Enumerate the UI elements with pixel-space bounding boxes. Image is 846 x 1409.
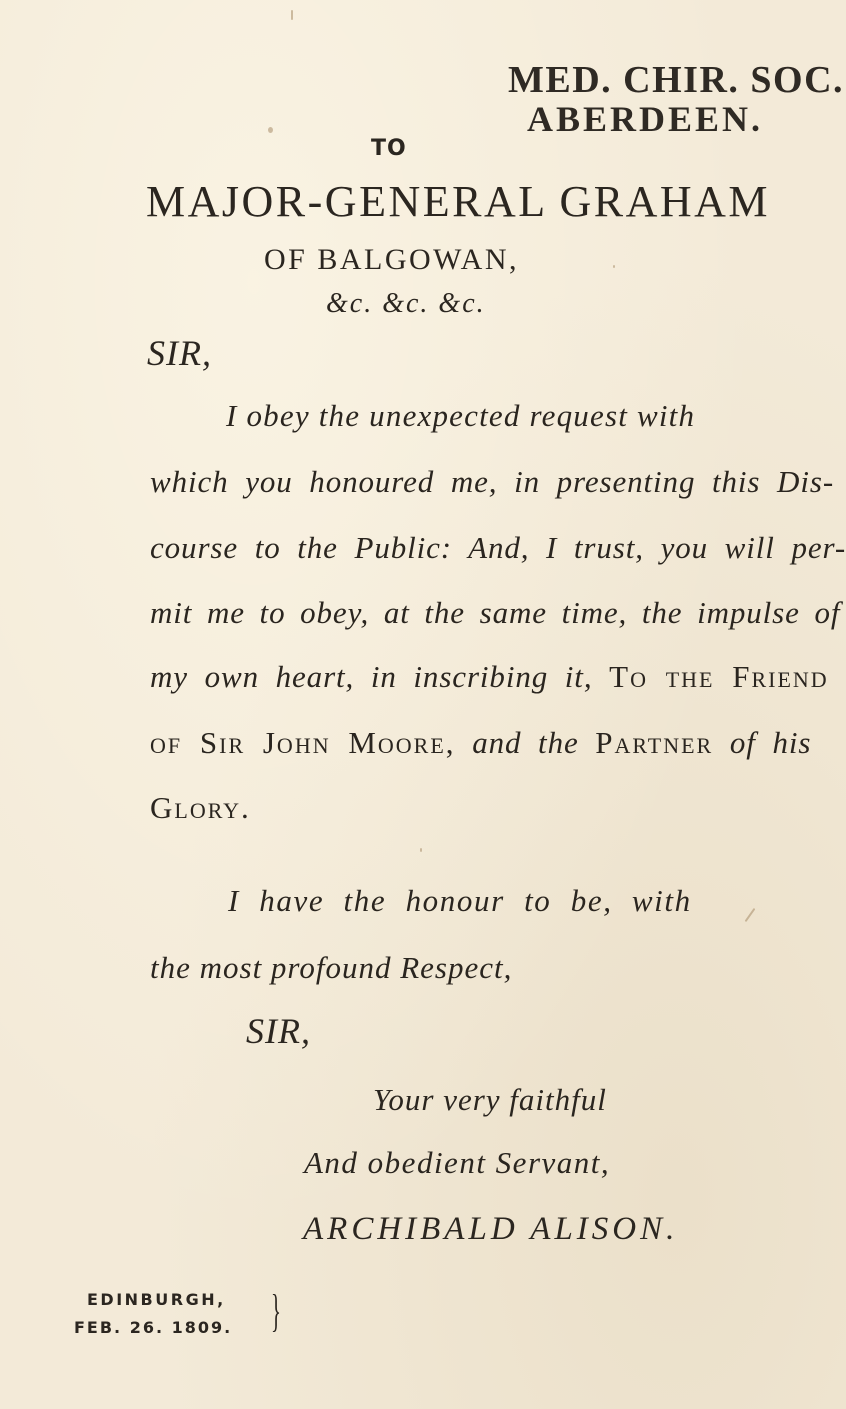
partner: Partner xyxy=(595,725,714,760)
closing-line-3: Your very faithful xyxy=(373,1082,607,1117)
body-line-5-text: my own heart, in inscribing it, xyxy=(150,659,593,694)
paper-speck xyxy=(291,10,293,20)
signature: ARCHIBALD ALISON. xyxy=(303,1211,679,1247)
to-the-friend: To the Friend xyxy=(609,659,829,694)
paper-speck xyxy=(268,127,273,133)
body-line-4: mit me to obey, at the same time, the impulse of xyxy=(150,595,841,630)
closing-sir: SIR, xyxy=(246,1011,311,1051)
body-line-5 xyxy=(150,659,829,695)
closing-line-1: I have the honour to be, with xyxy=(228,883,692,918)
paper-speck xyxy=(613,265,615,268)
dateline-date: FEB. 26. 1809. xyxy=(74,1318,233,1337)
body-line-3: course to the Public: And, I trust, you will per- xyxy=(150,530,846,565)
paper-speck xyxy=(745,908,756,922)
closing-line-4: And obedient Servant, xyxy=(304,1145,611,1180)
and-the: and the xyxy=(472,725,579,760)
dedication-of-balgowan: OF BALGOWAN, xyxy=(264,243,519,276)
salutation: SIR, xyxy=(147,333,212,373)
of-his: of his xyxy=(729,725,812,760)
body-line-1: I obey the unexpected request with xyxy=(226,398,696,433)
body-line-6 xyxy=(150,725,811,761)
closing-line-2: the most profound Respect, xyxy=(150,950,513,985)
dateline-place: EDINBURGH, xyxy=(87,1290,226,1309)
body-line-7-glory: Glory. xyxy=(150,790,251,825)
library-stamp-line-1: MED. CHIR. SOC. xyxy=(508,59,845,101)
dateline-brace: } xyxy=(271,1285,281,1336)
paper-speck xyxy=(420,848,422,852)
of-sir-john-moore: of Sir John Moore, xyxy=(150,725,456,760)
dedication-etc: &c. &c. &c. xyxy=(326,288,486,319)
body-line-2: which you honoured me, in presenting this Dis- xyxy=(150,464,835,499)
library-stamp-line-2: ABERDEEN. xyxy=(527,99,764,139)
dedication-recipient: MAJOR-GENERAL GRAHAM xyxy=(146,177,771,226)
dedication-to: TO xyxy=(371,136,407,161)
